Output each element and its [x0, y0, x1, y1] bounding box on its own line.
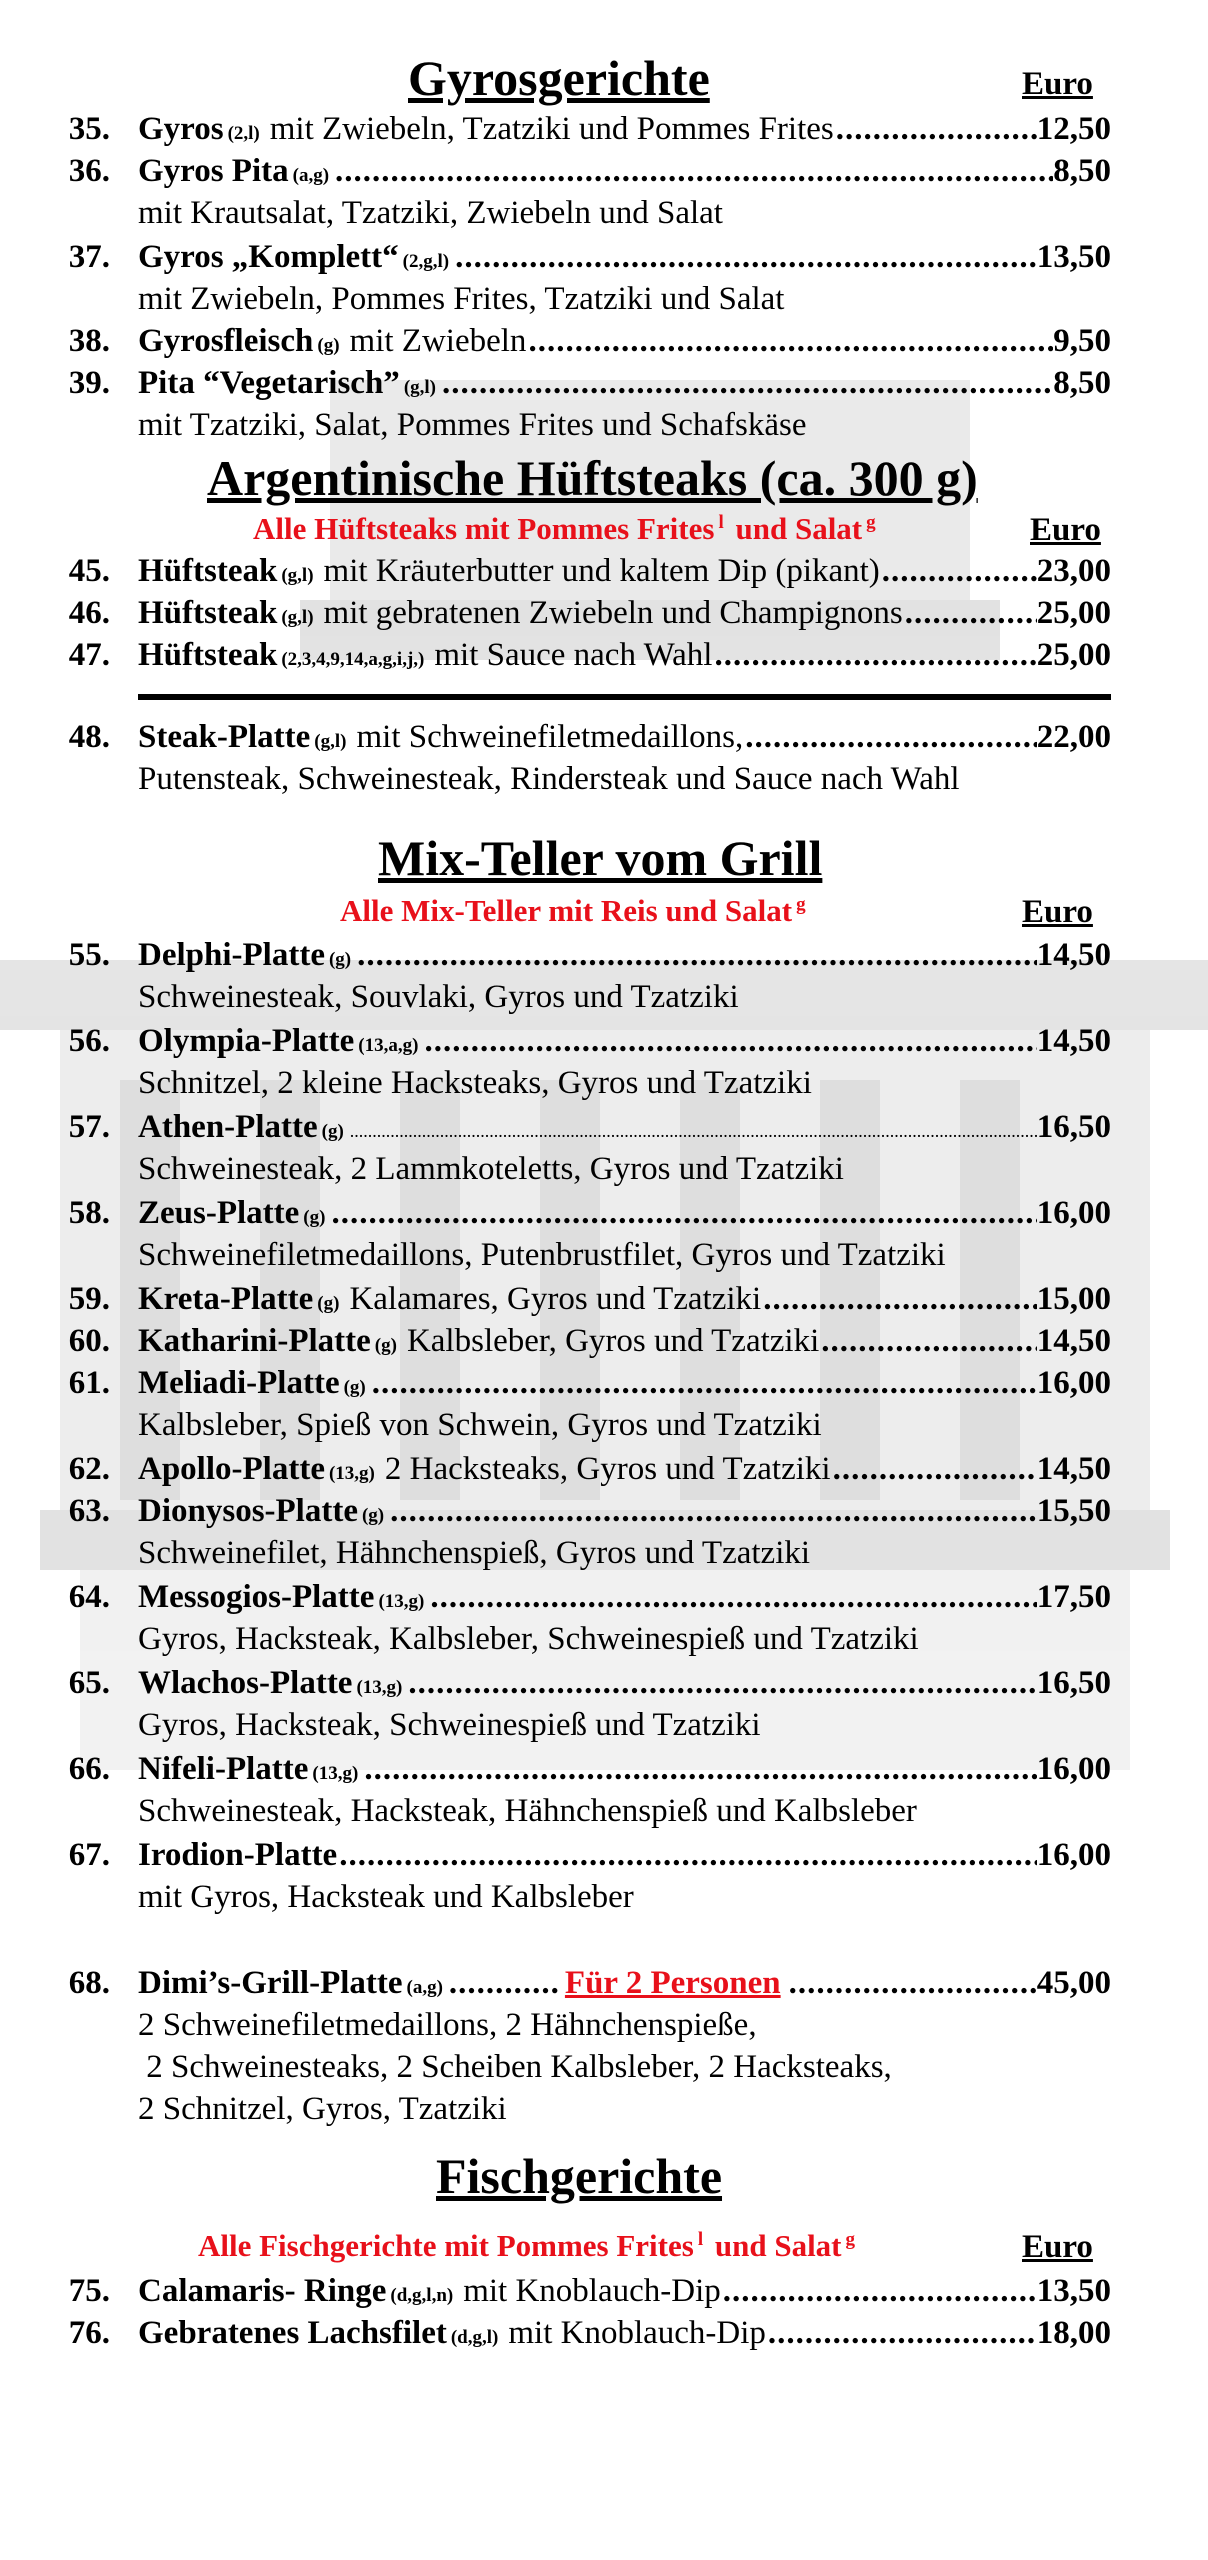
- item-number: 37.: [68, 239, 110, 275]
- dot-leader: [364, 1748, 1036, 1790]
- item-detail: mit Krautsalat, Tzatziki, Zwiebeln und Salat: [138, 195, 723, 231]
- item-number: 63.: [68, 1493, 110, 1529]
- item-detail: Schweinefilet, Hähnchenspieß, Gyros und Tzatziki: [138, 1535, 811, 1571]
- item-description: mit gebratenen Zwiebeln und Champignons: [323, 595, 903, 631]
- item-detail: Schweinefiletmedaillons, Putenbrustfilet, Gyros und Tzatziki: [138, 1237, 946, 1273]
- menu-item: [0, 550, 1208, 592]
- item-price: 45,00: [1036, 1965, 1111, 2001]
- euro-header-gyros: Euro: [1022, 66, 1093, 102]
- item-number: 58.: [68, 1195, 110, 1231]
- item-name: Irodion-Platte: [138, 1837, 338, 1873]
- item-row: Wlachos-Platte (13,g) ..... 16,50: [138, 1662, 1111, 1704]
- menu-item: [0, 2312, 1208, 2354]
- item-name: Dimi’s-Grill-Platte: [138, 1965, 403, 2001]
- item-price: 14,50: [1036, 1023, 1111, 1059]
- item-price: 15,00: [1036, 1281, 1111, 1317]
- dot-leader: [882, 550, 1037, 592]
- item-number: 56.: [68, 1023, 110, 1059]
- item-price: 8,50: [1053, 365, 1111, 401]
- item-row: Hüftsteak (g,l) mit gebratenen Zwiebeln und Champignons ..... 25,00: [138, 592, 1111, 634]
- dot-leader: [836, 108, 1037, 150]
- item-row: Gebratenes Lachsfilet (d,g,l) mit Knoblauch-Dip ..... 18,00: [138, 2312, 1111, 2354]
- item-detail: mit Tzatziki, Salat, Pommes Frites und Schafskäse: [138, 407, 807, 443]
- menu-item: [0, 108, 1208, 150]
- item-detail: Schweinesteak, Hacksteak, Hähnchenspieß und Kalbsleber: [138, 1793, 917, 1829]
- item-name: Nifeli-Platte: [138, 1751, 309, 1787]
- menu-item: [0, 1962, 1208, 2004]
- item-price: 8,50: [1053, 153, 1111, 189]
- item-detail: Gyros, Hacksteak, Schweinespieß und Tzatziki: [138, 1707, 761, 1743]
- item-name: Hüftsteak: [138, 595, 278, 631]
- item-name: Delphi-Platte: [138, 937, 325, 973]
- item-row: Gyros Pita (a,g) ..... 8,50: [138, 150, 1111, 192]
- item-price: 12,50: [1036, 111, 1111, 147]
- item-row: Olympia-Platte (13,a,g) ..... 14,50: [138, 1020, 1111, 1062]
- menu-item: [0, 1278, 1208, 1320]
- item-detail: Putensteak, Schweinesteak, Rindersteak und Sauce nach Wahl: [138, 761, 960, 797]
- item-row: Apollo-Platte (13,g) 2 Hacksteaks, Gyros und Tzatziki ..... 14,50: [138, 1448, 1111, 1490]
- divider-rule: [138, 694, 1111, 700]
- item-name: Dionysos-Platte: [138, 1493, 358, 1529]
- item-detail: Schnitzel, 2 kleine Hacksteaks, Gyros und Tzatziki: [138, 1065, 812, 1101]
- menu-item: [0, 1192, 1208, 1234]
- item-detail: 2 Schweinefiletmedaillons, 2 Hähnchenspieße,: [138, 2007, 757, 2043]
- menu-item: [0, 634, 1208, 676]
- menu-item: [0, 150, 1208, 192]
- item-name: Steak-Platte: [138, 719, 311, 755]
- dot-leader: [789, 1962, 1037, 2004]
- menu-item: [0, 1576, 1208, 1618]
- item-name: Wlachos-Platte: [138, 1665, 353, 1701]
- item-row: Zeus-Platte (g) ..... 16,00: [138, 1192, 1111, 1234]
- menu-item: [0, 1320, 1208, 1362]
- item-detail: Gyros, Hacksteak, Kalbsleber, Schweinespieß und Tzatziki: [138, 1621, 919, 1657]
- item-row: Athen-Platte (g) ..... 16,50: [138, 1106, 1111, 1152]
- dot-leader: [528, 320, 1053, 362]
- item-price: 13,50: [1036, 239, 1111, 275]
- item-description: mit Knoblauch-Dip: [463, 2273, 721, 2309]
- item-detail: 2 Schweinesteaks, 2 Scheiben Kalbsleber, 2 Hacksteaks,: [138, 2049, 892, 2085]
- item-number: 39.: [68, 365, 110, 401]
- item-detail: Schweinesteak, Souvlaki, Gyros und Tzatziki: [138, 979, 739, 1015]
- dot-leader: [714, 634, 1036, 676]
- item-row: Katharini-Platte (g) Kalbsleber, Gyros und Tzatziki ..... 14,50: [138, 1320, 1111, 1362]
- item-number: 38.: [68, 323, 110, 359]
- item-row: Meliadi-Platte (g) ..... 16,00: [138, 1362, 1111, 1404]
- item-detail: 2 Schnitzel, Gyros, Tzatziki: [138, 2091, 507, 2127]
- item-price: 16,00: [1036, 1195, 1111, 1231]
- item-description: mit Zwiebeln, Tzatziki und Pommes Frites: [269, 111, 834, 147]
- item-name: Hüftsteak: [138, 637, 278, 673]
- menu-item: [0, 716, 1208, 758]
- item-row: Hüftsteak (2,3,4,9,14,a,g,i,j,) mit Sauce nach Wahl ..... 25,00: [138, 634, 1111, 676]
- item-detail: Schweinesteak, 2 Lammkoteletts, Gyros und Tzatziki: [138, 1151, 844, 1187]
- euro-header-fisch: Euro: [1022, 2229, 1093, 2265]
- menu-item: [0, 1106, 1208, 1148]
- item-name: Athen-Platte: [138, 1109, 318, 1145]
- persons-label: Für 2 Personen: [564, 1965, 781, 2001]
- menu-item: [0, 236, 1208, 278]
- dot-leader: [768, 2312, 1037, 2354]
- dot-leader: [390, 1490, 1037, 1532]
- item-name: Gyros: [138, 111, 224, 147]
- item-number: 55.: [68, 937, 110, 973]
- menu-item: [0, 2270, 1208, 2312]
- item-name: Hüftsteak: [138, 553, 278, 589]
- item-number: 64.: [68, 1579, 110, 1615]
- item-row: Hüftsteak (g,l) mit Kräuterbutter und kaltem Dip (pikant) ..... 23,00: [138, 550, 1111, 592]
- dot-leader: [821, 1320, 1037, 1362]
- item-number: 59.: [68, 1281, 110, 1317]
- item-price: 13,50: [1036, 2273, 1111, 2309]
- item-description: Kalamares, Gyros und Tzatziki: [349, 1281, 762, 1317]
- item-row: Kreta-Platte (g) Kalamares, Gyros und Tzatziki ..... 15,00: [138, 1278, 1111, 1320]
- item-number: 67.: [68, 1837, 110, 1873]
- dot-leader: [442, 362, 1053, 404]
- menu-item: [0, 1834, 1208, 1876]
- item-description: Kalbsleber, Gyros und Tzatziki: [406, 1323, 820, 1359]
- item-number: 60.: [68, 1323, 110, 1359]
- item-price: 14,50: [1036, 1451, 1111, 1487]
- dot-leader: [833, 1448, 1037, 1490]
- menu-item: [0, 1020, 1208, 1062]
- dot-leader: [408, 1662, 1036, 1704]
- section-subtitle-fisch: Alle Fischgerichte mit Pommes Frites $^l$ und Salat $^g$: [198, 2228, 856, 2263]
- item-row: [138, 1834, 1111, 1876]
- item-row: Messogios-Platte (13,g) ..... 17,50: [138, 1576, 1111, 1618]
- item-name: Pita “Vegetarisch”: [138, 365, 400, 401]
- dot-leader: [723, 2270, 1037, 2312]
- item-price: 16,00: [1036, 1751, 1111, 1787]
- item-price: 18,00: [1036, 2315, 1111, 2351]
- dot-leader: [372, 1362, 1037, 1404]
- dot-leader: [339, 1834, 1037, 1876]
- item-price: 16,50: [1036, 1109, 1111, 1145]
- item-price: 25,00: [1036, 637, 1111, 673]
- dot-leader: [335, 150, 1053, 192]
- item-name: Calamaris- Ringe: [138, 2273, 387, 2309]
- item-price: 17,50: [1036, 1579, 1111, 1615]
- item-number: 46.: [68, 595, 110, 631]
- item-name: Messogios-Platte: [138, 1579, 375, 1615]
- item-price: 14,50: [1036, 937, 1111, 973]
- item-price: 15,50: [1036, 1493, 1111, 1529]
- item-number: 62.: [68, 1451, 110, 1487]
- item-number: 65.: [68, 1665, 110, 1701]
- item-name: Gyros Pita: [138, 153, 289, 189]
- dot-leader: [449, 1962, 559, 2004]
- section-title-steaks: Argentinische Hüftsteaks (ca. 300 g): [207, 450, 978, 506]
- item-row: Delphi-Platte (g) ..... 14,50: [138, 934, 1111, 976]
- item-number: 61.: [68, 1365, 110, 1401]
- item-description: mit Schweinefiletmedaillons,: [356, 719, 744, 755]
- item-price: 16,50: [1036, 1665, 1111, 1701]
- item-name: Apollo-Platte: [138, 1451, 325, 1487]
- item-number: 48.: [68, 719, 110, 755]
- item-name: Katharini-Platte: [138, 1323, 371, 1359]
- item-number: 35.: [68, 111, 110, 147]
- dot-leader: [455, 236, 1037, 278]
- menu-item: [0, 1748, 1208, 1790]
- item-price: 22,00: [1036, 719, 1111, 755]
- menu-item: [0, 1662, 1208, 1704]
- section-title-mix: Mix-Teller vom Grill: [378, 830, 823, 886]
- item-row: Dimi’s-Grill-Platte (a,g) ..... Für 2 Personen ..... 45,00: [138, 1962, 1111, 2004]
- item-name: Gebratenes Lachsfilet: [138, 2315, 447, 2351]
- item-price: 9,50: [1053, 323, 1111, 359]
- section-subtitle-mix: Alle Mix-Teller mit Reis und Salat $^g$: [340, 893, 806, 928]
- item-row: Steak-Platte (g,l) mit Schweinefiletmedaillons, ..... 22,00: [138, 716, 1111, 758]
- item-number: 36.: [68, 153, 110, 189]
- item-description: mit Sauce nach Wahl: [434, 637, 713, 673]
- item-number: 68.: [68, 1965, 110, 2001]
- dot-leader: [331, 1192, 1036, 1234]
- item-description: mit Knoblauch-Dip: [508, 2315, 766, 2351]
- item-price: 23,00: [1036, 553, 1111, 589]
- menu-item: [0, 592, 1208, 634]
- section-title-fisch: Fischgerichte: [436, 2148, 723, 2204]
- item-row: Gyrosfleisch (g) mit Zwiebeln ..... 9,50: [138, 320, 1111, 362]
- item-name: Gyrosfleisch: [138, 323, 314, 359]
- item-price: 14,50: [1036, 1323, 1111, 1359]
- item-row: Dionysos-Platte (g) ..... 15,50: [138, 1490, 1111, 1532]
- menu-item: [0, 320, 1208, 362]
- item-price: 16,00: [1036, 1365, 1111, 1401]
- dot-leader: [357, 934, 1037, 976]
- dot-leader: [905, 592, 1037, 634]
- dot-leader: [424, 1020, 1036, 1062]
- section-title-gyros: Gyrosgerichte: [408, 50, 710, 106]
- euro-header-mix: Euro: [1022, 894, 1093, 930]
- item-description: mit Kräuterbutter und kaltem Dip (pikant): [323, 553, 880, 589]
- item-number: 57.: [68, 1109, 110, 1145]
- item-name: Zeus-Platte: [138, 1195, 300, 1231]
- item-detail: Kalbsleber, Spieß von Schwein, Gyros und Tzatziki: [138, 1407, 822, 1443]
- item-number: 47.: [68, 637, 110, 673]
- item-name: Olympia-Platte: [138, 1023, 355, 1059]
- item-detail: mit Gyros, Hacksteak und Kalbsleber: [138, 1879, 634, 1915]
- dot-leader: [763, 1278, 1037, 1320]
- item-description: 2 Hacksteaks, Gyros und Tzatziki: [384, 1451, 831, 1487]
- item-row: Gyros (2,l) mit Zwiebeln, Tzatziki und Pommes Frites ..... 12,50: [138, 108, 1111, 150]
- item-number: 66.: [68, 1751, 110, 1787]
- dot-leader: [745, 716, 1037, 758]
- item-row: Nifeli-Platte (13,g) ..... 16,00: [138, 1748, 1111, 1790]
- item-price: 16,00: [1036, 1837, 1111, 1873]
- menu-item: [0, 1362, 1208, 1404]
- euro-header-steaks: Euro: [1030, 512, 1101, 548]
- item-name: Gyros „Komplett“: [138, 239, 399, 275]
- dot-leader: [430, 1576, 1036, 1618]
- item-row: Pita “Vegetarisch” (g,l) ..... 8,50: [138, 362, 1111, 404]
- item-number: 75.: [68, 2273, 110, 2309]
- menu-item: [0, 1490, 1208, 1532]
- item-name: Meliadi-Platte: [138, 1365, 340, 1401]
- item-name: Kreta-Platte: [138, 1281, 314, 1317]
- item-price: 25,00: [1036, 595, 1111, 631]
- item-number: 76.: [68, 2315, 110, 2351]
- menu-item: [0, 1448, 1208, 1490]
- section-subtitle-steaks: Alle Hüftsteaks mit Pommes Frites $^l$ und Salat $^g$: [253, 511, 876, 546]
- item-description: mit Zwiebeln: [349, 323, 527, 359]
- item-row: Gyros „Komplett“ (2,g,l) ..... 13,50: [138, 236, 1111, 278]
- dot-leader: [350, 1110, 1037, 1152]
- menu-item: [0, 934, 1208, 976]
- item-row: Calamaris- Ringe (d,g,l,n) mit Knoblauch-Dip ..... 13,50: [138, 2270, 1111, 2312]
- item-detail: mit Zwiebeln, Pommes Frites, Tzatziki und Salat: [138, 281, 785, 317]
- menu-item: [0, 362, 1208, 404]
- item-number: 45.: [68, 553, 110, 589]
